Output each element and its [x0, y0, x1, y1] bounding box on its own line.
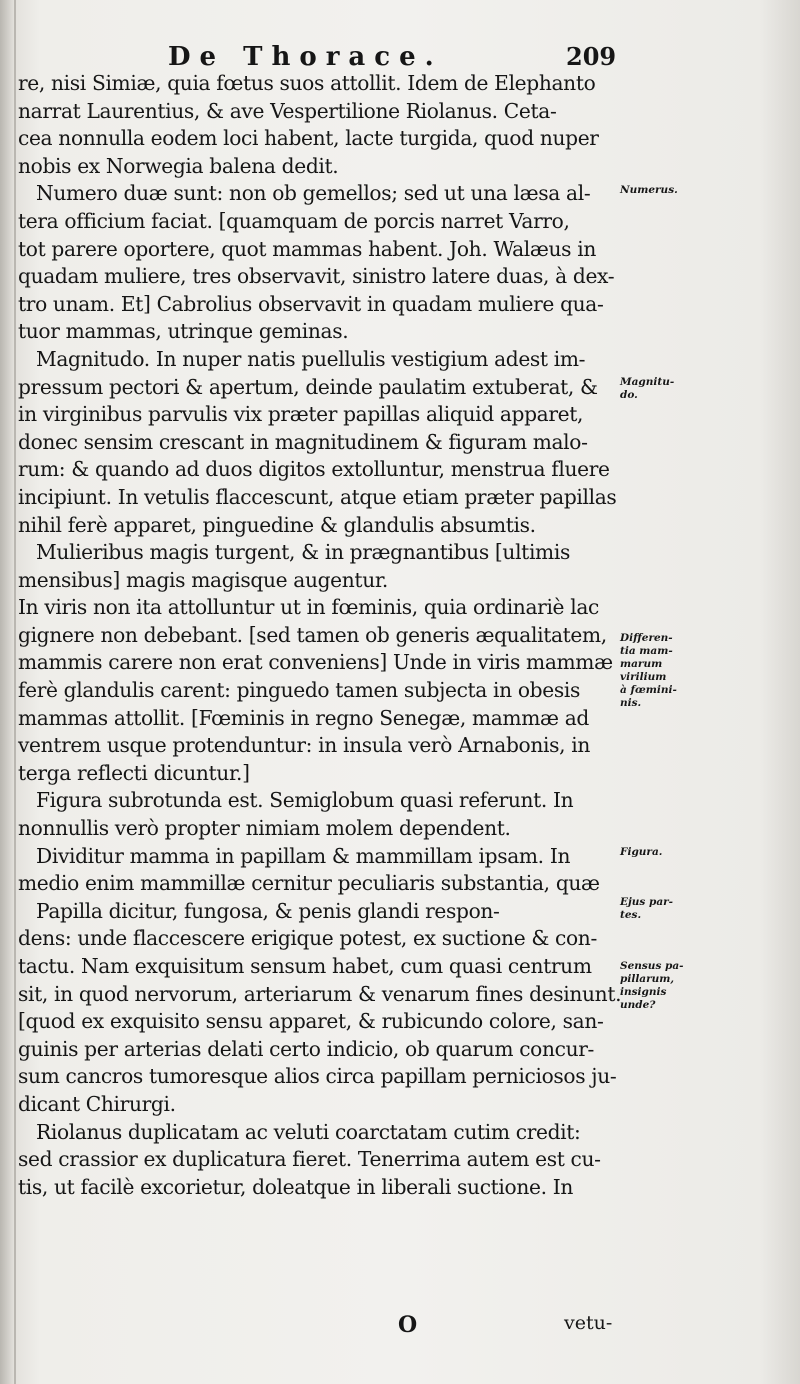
text-line: narrat Laurentius, & ave Vespertilione Riolanus. Ceta-	[18, 98, 557, 123]
text-line: In viris non ita attolluntur ut in fœminis, quia ordinariè lac	[18, 595, 599, 620]
margin-note-line: do.	[620, 389, 638, 401]
margin-note	[620, 960, 694, 1012]
margin-note-line: Magnitu-	[620, 376, 675, 388]
text-line: donec sensim crescant in magnitudinem & figuram malo-	[18, 429, 588, 454]
text-line: in virginibus parvulis vix præter papillas aliquid apparet,	[18, 402, 584, 427]
margin-note-line: Sensus pa-	[620, 960, 684, 972]
margin-note-line: Ejus par-	[620, 896, 674, 908]
text-line: incipiunt. In vetulis flaccescunt, atque etiam præter papillas	[18, 484, 617, 509]
text-line: [quod ex exquisito sensu apparet, & rubicundo colore, san-	[18, 1009, 604, 1034]
page-number: 209	[566, 42, 617, 71]
text-line: rum: & quando ad duos digitos extolluntur, menstrua fluere	[18, 457, 610, 482]
margin-note	[620, 846, 694, 859]
text-column	[18, 70, 622, 1201]
text-line: Numero duæ sunt: non ob gemellos; sed ut una læsa al-	[36, 181, 591, 206]
margin-note-line: à fœmini-	[620, 684, 677, 696]
text-line: tot parere oportere, quot mammas habent. Joh. Walæus in	[18, 236, 597, 261]
text-line: cea nonnulla eodem loci habent, lacte turgida, quod nuper	[18, 126, 599, 151]
margin-note-line: Figura.	[620, 846, 663, 858]
margin-note-line: Numerus.	[620, 184, 678, 196]
text-line: Dividitur mamma in papillam & mammillam ipsam. In	[36, 843, 571, 868]
text-line: medio enim mammillæ cernitur peculiaris substantia, quæ	[18, 871, 600, 896]
text-line: quadam muliere, tres observavit, sinistro latere duas, à dex-	[18, 264, 615, 289]
text-line: tis, ut facilè excorietur, doleatque in liberali suctione. In	[18, 1174, 573, 1199]
margin-note-line: tes.	[620, 909, 642, 921]
text-line: nobis ex Norwegia balena dedit.	[18, 153, 339, 178]
gutter-shadow	[14, 0, 16, 1384]
margin-note	[620, 184, 694, 197]
text-line: sed crassior ex duplicatura fieret. Tenerrima autem est cu-	[18, 1147, 601, 1172]
text-line: gignere non debebant. [sed tamen ob generis æqualitatem,	[18, 622, 607, 647]
text-line: ferè glandulis carent: pinguedo tamen subjecta in obesis	[18, 678, 580, 703]
text-line: guinis per arterias delati certo indicio, ob quarum concur-	[18, 1036, 594, 1061]
text-line: mammas attollit. [Fœminis in regno Senegæ, mammæ ad	[18, 705, 589, 730]
margin-note-line: virilium	[620, 671, 667, 683]
text-line: tuor mammas, utrinque geminas.	[18, 319, 349, 344]
text-line: Mulieribus magis turgent, & in prægnantibus [ultimis	[36, 540, 570, 565]
text-line: sum cancros tumoresque alios circa papillam perniciosos ju-	[18, 1064, 617, 1089]
text-line: tro unam. Et] Cabrolius observavit in quadam muliere qua-	[18, 291, 604, 316]
text-line: ventrem usque protenduntur: in insula verò Arnabonis, in	[18, 733, 590, 758]
text-line: tera officium faciat. [quamquam de porcis narret Varro,	[18, 208, 570, 233]
text-line: dicant Chirurgi.	[18, 1091, 176, 1116]
text-line: dens: unde flaccescere erigique potest, ex suctione & con-	[18, 926, 597, 951]
text-line: re, nisi Simiæ, quia fœtus suos attollit. Idem de Elephanto	[18, 71, 596, 95]
margin-note	[620, 632, 694, 710]
text-line: nihil ferè apparet, pinguedine & glandulis absumtis.	[18, 512, 536, 537]
text-line: mammis carere non erat conveniens] Unde in viris mammæ	[18, 650, 613, 675]
text-line: tactu. Nam exquisitum sensum habet, cum quasi centrum	[18, 954, 592, 978]
margin-note	[620, 896, 694, 922]
text-line: mensibus] magis magisque augentur.	[18, 567, 388, 592]
margin-note-line: tia mam-	[620, 645, 673, 657]
page-title: De Thorace.	[168, 42, 443, 72]
margin-note	[620, 376, 694, 402]
margin-note-line: unde?	[620, 999, 656, 1011]
text-line: Papilla dicitur, fungosa, & penis glandi respon-	[36, 898, 500, 923]
margin-note-line: pillarum,	[620, 973, 675, 985]
signature-mark: O	[398, 1312, 418, 1338]
text-line: sit, in quod nervorum, arteriarum & venarum fines desinunt.	[18, 981, 622, 1006]
margin-note-line: marum	[620, 658, 663, 670]
text-line: Magnitudo. In nuper natis puellulis vestigium adest im-	[36, 346, 586, 371]
catchword: vetu-	[564, 1312, 613, 1334]
text-line: nonnullis verò propter nimiam molem dependent.	[18, 816, 511, 841]
text-line: Riolanus duplicatam ac veluti coarctatam cutim credit:	[36, 1119, 581, 1144]
text-line: pressum pectori & apertum, deinde paulatim extuberat, &	[18, 374, 598, 399]
text-line: Figura subrotunda est. Semiglobum quasi referunt. In	[36, 788, 574, 813]
margin-note-line: insignis	[620, 986, 667, 998]
text-line: terga reflecti dicuntur.]	[18, 760, 250, 785]
margin-note-line: Differen-	[620, 632, 673, 644]
margin-note-line: nis.	[620, 697, 642, 709]
